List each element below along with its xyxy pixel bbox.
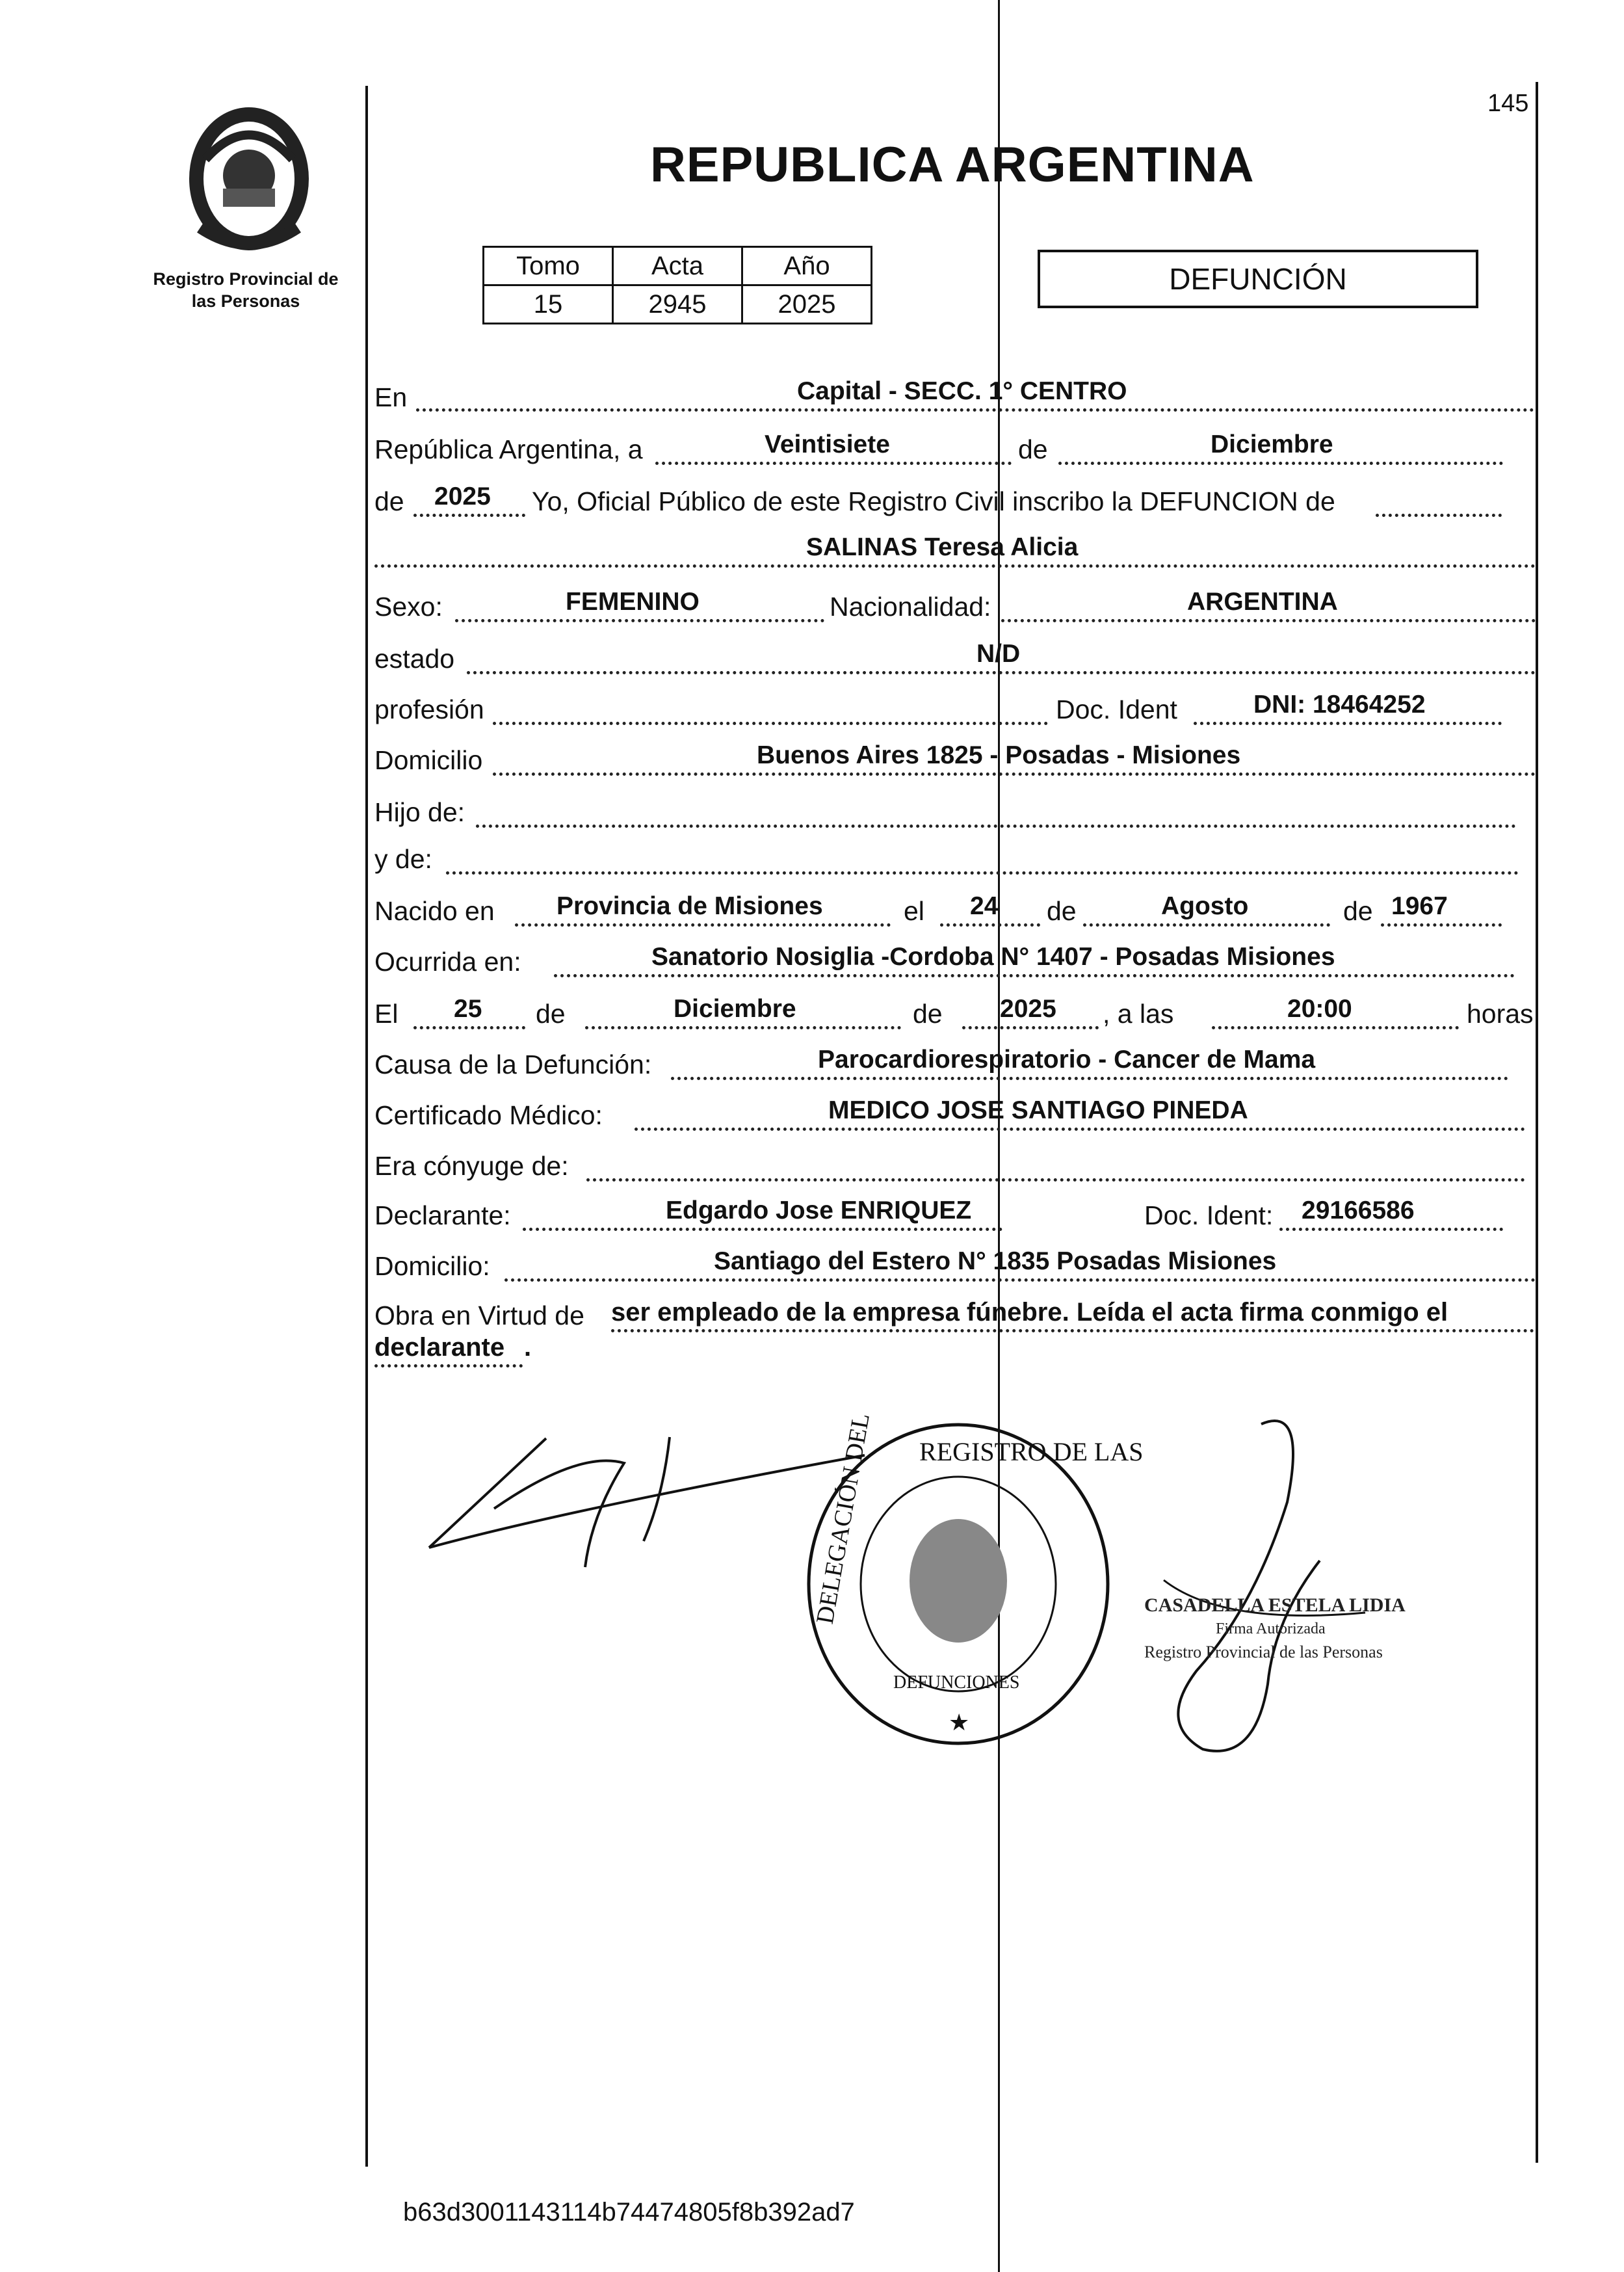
header-tomo: Tomo bbox=[484, 247, 613, 285]
label-el-nacimiento: el bbox=[904, 896, 924, 926]
dotted-line bbox=[493, 722, 1048, 725]
right-margin-line bbox=[1536, 82, 1538, 2163]
label-domicilio-declarante: Domicilio: bbox=[374, 1251, 490, 1281]
table-value-row bbox=[484, 285, 872, 324]
value-obra-end: . bbox=[524, 1333, 532, 1362]
dotted-line bbox=[476, 825, 1516, 828]
dotted-line bbox=[554, 974, 1515, 977]
dotted-line bbox=[523, 1228, 1002, 1231]
label-estado: estado bbox=[374, 644, 455, 674]
value-ocurrida-en: Sanatorio Nosiglia -Cordoba N° 1407 - Posadas Misiones bbox=[651, 943, 1335, 971]
value-sexo: FEMENINO bbox=[566, 588, 700, 616]
label-de-anio-defuncion: de bbox=[913, 999, 943, 1029]
label-certificado: Certificado Médico: bbox=[374, 1100, 603, 1130]
seal-left-text: DELEGACIÓN DEL bbox=[811, 1411, 876, 1626]
logo-caption-line2: las Personas bbox=[191, 291, 300, 311]
dotted-line bbox=[1381, 923, 1502, 927]
seal-top-text: REGISTRO DE LAS bbox=[919, 1437, 1144, 1466]
registry-seal-icon bbox=[796, 1411, 1144, 1753]
dotted-line bbox=[1376, 514, 1502, 517]
official-stamp-org: Registro Provincial de las Personas bbox=[1144, 1643, 1383, 1661]
star-icon: ★ bbox=[949, 1709, 970, 1736]
label-sexo: Sexo: bbox=[374, 592, 443, 622]
label-yo-oficial: Yo, Oficial Público de este Registro Civil inscribo la DEFUNCION de bbox=[532, 486, 1335, 516]
label-domicilio: Domicilio bbox=[374, 745, 483, 775]
value-documento: DNI: 18464252 bbox=[1253, 691, 1426, 719]
province-coat-of-arms-icon bbox=[174, 98, 324, 260]
label-horas: horas bbox=[1467, 999, 1534, 1029]
value-obra-line1: ser empleado de la empresa fúnebre. Leída el acta firma conmigo el bbox=[611, 1298, 1448, 1327]
dotted-line bbox=[1001, 619, 1536, 622]
dotted-line bbox=[1058, 462, 1503, 465]
value-obra-line2: declarante bbox=[374, 1333, 505, 1362]
value-dia-nacimiento: 24 bbox=[970, 892, 999, 920]
dotted-line bbox=[374, 1364, 523, 1367]
label-profesion: profesión bbox=[374, 694, 484, 724]
dotted-line bbox=[455, 619, 824, 622]
tomo-acta-anio-table bbox=[482, 246, 872, 324]
dotted-line bbox=[413, 514, 525, 517]
page-title: REPUBLICA ARGENTINA bbox=[650, 137, 1255, 192]
value-declarante: Edgardo Jose ENRIQUEZ bbox=[666, 1196, 972, 1224]
label-a-las: , a las bbox=[1103, 999, 1174, 1029]
value-acta: 2945 bbox=[613, 285, 742, 324]
value-anio-acta: 2025 bbox=[434, 482, 491, 510]
label-doc-ident-declarante: Doc. Ident: bbox=[1144, 1200, 1274, 1230]
label-ocurrida-en: Ocurrida en: bbox=[374, 947, 521, 977]
value-domicilio: Buenos Aires 1825 - Posadas - Misiones bbox=[757, 741, 1241, 769]
value-mes-acta: Diciembre bbox=[1211, 430, 1333, 458]
official-stamp-role: Firma Autorizada bbox=[1216, 1620, 1326, 1637]
dotted-line bbox=[635, 1128, 1525, 1131]
label-causa: Causa de la Defunción: bbox=[374, 1050, 652, 1079]
dotted-line bbox=[504, 1278, 1536, 1282]
label-el-defuncion: El bbox=[374, 999, 399, 1029]
label-declarante: Declarante: bbox=[374, 1200, 511, 1230]
document-hash: b63d3001143114b74474805f8b392ad7 bbox=[403, 2198, 855, 2226]
value-anio-nacimiento: 1967 bbox=[1391, 892, 1448, 920]
dotted-line bbox=[374, 564, 1536, 568]
left-margin-line bbox=[365, 86, 368, 2167]
dotted-line bbox=[515, 923, 891, 927]
label-doc-ident: Doc. Ident bbox=[1056, 694, 1177, 724]
page-number: 145 bbox=[1487, 90, 1529, 117]
label-hijo-de: Hijo de: bbox=[374, 797, 465, 827]
value-mes-defuncion: Diciembre bbox=[674, 995, 796, 1023]
value-dia-defuncion: 25 bbox=[454, 995, 482, 1023]
label-de-anio: de bbox=[374, 486, 404, 516]
value-anio-defuncion: 2025 bbox=[1000, 995, 1056, 1023]
value-mes-nacimiento: Agosto bbox=[1161, 892, 1249, 920]
logo-caption bbox=[148, 268, 343, 312]
value-doc-declarante: 29166586 bbox=[1302, 1196, 1415, 1224]
table-header-row bbox=[484, 247, 872, 285]
value-nombre: SALINAS Teresa Alicia bbox=[806, 533, 1079, 561]
label-de-mes-nacimiento: de bbox=[1047, 896, 1077, 926]
value-anio: 2025 bbox=[742, 285, 872, 324]
value-lugar-nacimiento: Provincia de Misiones bbox=[557, 892, 823, 920]
official-signature-icon bbox=[1118, 1411, 1456, 1775]
label-de-mes: de bbox=[1018, 434, 1048, 464]
label-de-mes-defuncion: de bbox=[536, 999, 566, 1029]
seal-inner-text: DEFUNCIONES bbox=[893, 1672, 1020, 1693]
label-nacido-en: Nacido en bbox=[374, 896, 495, 926]
value-estado: N/D bbox=[976, 640, 1021, 668]
dotted-line bbox=[940, 923, 1040, 927]
label-conyuge: Era cónyuge de: bbox=[374, 1151, 569, 1181]
dotted-line bbox=[1279, 1228, 1503, 1231]
value-tomo: 15 bbox=[484, 285, 613, 324]
value-lugar: Capital - SECC. 1° CENTRO bbox=[797, 377, 1127, 405]
dotted-line bbox=[962, 1026, 1099, 1029]
official-stamp-name: CASADELLA ESTELA LIDIA bbox=[1144, 1594, 1406, 1616]
header-anio: Año bbox=[742, 247, 872, 285]
dotted-line bbox=[655, 462, 1012, 465]
dotted-line bbox=[446, 871, 1519, 875]
tipo-acta-box: DEFUNCIÓN bbox=[1038, 250, 1478, 308]
dotted-line bbox=[416, 408, 1534, 412]
header-acta: Acta bbox=[613, 247, 742, 285]
label-y-de: y de: bbox=[374, 844, 432, 874]
value-nacionalidad: ARGENTINA bbox=[1187, 588, 1338, 616]
label-republica: República Argentina, a bbox=[374, 434, 643, 464]
dotted-line bbox=[467, 671, 1536, 674]
label-obra-en-virtud: Obra en Virtud de bbox=[374, 1301, 584, 1330]
label-en: En bbox=[374, 382, 408, 412]
fold-line bbox=[998, 0, 1000, 2272]
dotted-line bbox=[585, 1026, 901, 1029]
dotted-line bbox=[1083, 923, 1330, 927]
value-certificado: MEDICO JOSE SANTIAGO PINEDA bbox=[828, 1096, 1248, 1124]
dotted-line bbox=[586, 1178, 1525, 1182]
dotted-line bbox=[413, 1026, 525, 1029]
value-dia-letras: Veintisiete bbox=[765, 430, 890, 458]
dotted-line bbox=[493, 773, 1536, 776]
label-nacionalidad: Nacionalidad: bbox=[830, 592, 991, 622]
dotted-line bbox=[1194, 722, 1502, 725]
dotted-line bbox=[1212, 1026, 1459, 1029]
logo-caption-line1: Registro Provincial de bbox=[153, 269, 339, 289]
value-domicilio-declarante: Santiago del Estero N° 1835 Posadas Misiones bbox=[714, 1247, 1277, 1275]
label-de-anio-nacimiento: de bbox=[1343, 896, 1373, 926]
dotted-line bbox=[671, 1077, 1508, 1080]
dotted-line bbox=[611, 1329, 1534, 1332]
value-causa: Parocardiorespiratorio - Cancer de Mama bbox=[818, 1046, 1316, 1074]
value-hora: 20:00 bbox=[1287, 995, 1352, 1023]
